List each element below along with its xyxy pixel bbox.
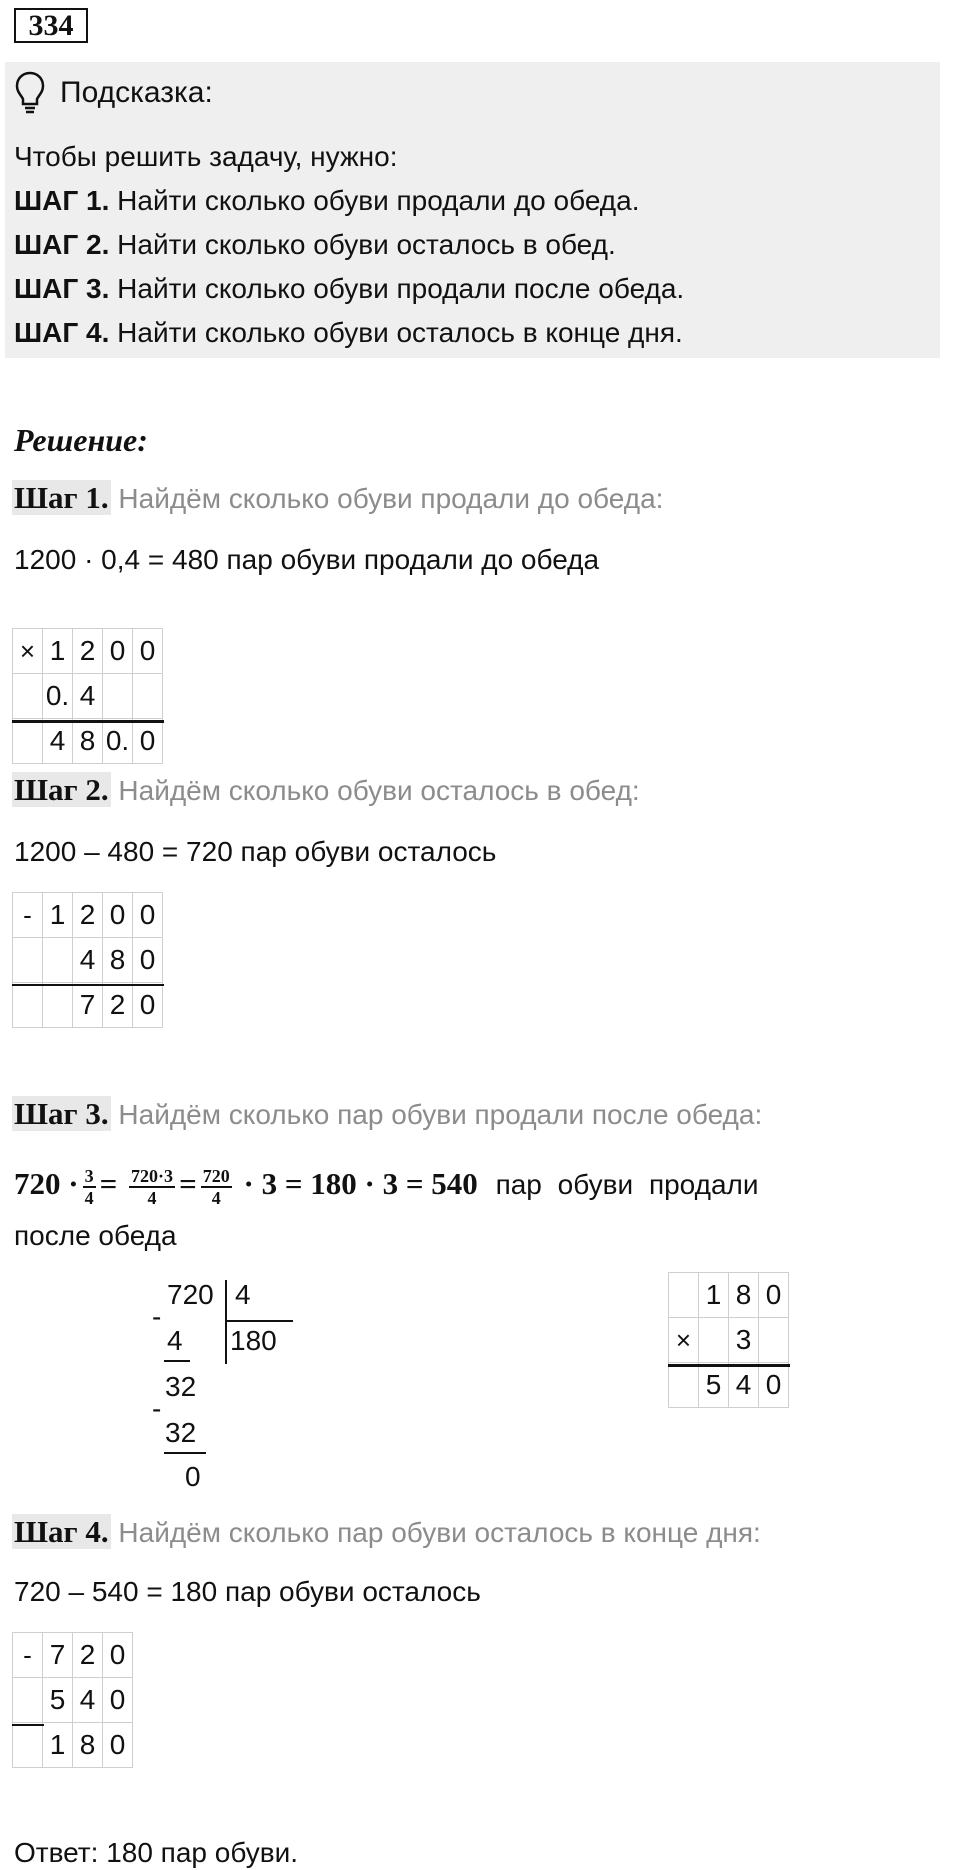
grid-cell: 3 (729, 1318, 759, 1363)
grid-cell: 1 (43, 893, 73, 938)
grid-cell: 4 (43, 719, 73, 764)
grid-cell: 0. (103, 719, 133, 764)
grid-cell: 2 (73, 629, 103, 674)
grid-cell: 0 (133, 629, 163, 674)
grid-cell: 4 (73, 1678, 103, 1723)
step-3-multiplication-grid (668, 1272, 789, 1408)
grid-cell (699, 1318, 729, 1363)
step-1-multiplication-grid (12, 628, 163, 764)
step-4-equation: 720 – 540 = 180 пар обуви осталось (14, 1576, 481, 1607)
divisor-rule (227, 1320, 293, 1322)
grid-cell: × (13, 629, 43, 674)
answer: Ответ: 180 пар обуви. (14, 1837, 299, 1868)
division-remainder-1: 32 (165, 1371, 197, 1402)
division-subtrahend-1: 4 (167, 1325, 183, 1356)
grid-cell: 0 (103, 1678, 133, 1723)
hint-step-4: ШАГ 4. Найти сколько обуви осталось в конце дня. (14, 317, 683, 348)
division-minus-1: - (152, 1301, 162, 1332)
grid-cell: 2 (73, 1633, 103, 1678)
grid-cell (103, 674, 133, 719)
hint-step-1: ШАГ 1. Найти сколько обуви продали до обеда. (14, 185, 640, 216)
step-3-long-division (150, 1270, 300, 1510)
grid-cell: 8 (73, 719, 103, 764)
division-dividend: 720 (167, 1279, 214, 1310)
grid-cell: 4 (73, 674, 103, 719)
grid-cell: 0 (103, 1633, 133, 1678)
grid-cell (13, 1723, 43, 1768)
hint-step-2: ШАГ 2. Найти сколько обуви осталось в обед. (14, 229, 616, 260)
grid-cell (13, 674, 43, 719)
grid-cell: - (13, 893, 43, 938)
grid-cell: 0 (103, 893, 133, 938)
step-4-subtraction-grid (12, 1632, 133, 1768)
grid-cell (13, 1678, 43, 1723)
grid-cell: 1 (699, 1273, 729, 1318)
grid-cell (13, 719, 43, 764)
subtraction-rule (12, 984, 164, 986)
grid-cell: 1 (43, 1723, 73, 1768)
multiplication-rule (12, 720, 164, 723)
grid-cell: 0 (103, 1723, 133, 1768)
grid-cell: 2 (103, 983, 133, 1028)
grid-cell: 0 (759, 1363, 789, 1408)
solution-title: Решение: (14, 422, 148, 458)
hint-title: Подсказка: (60, 76, 213, 109)
division-bar (225, 1280, 227, 1364)
grid-cell: 1 (43, 629, 73, 674)
grid-cell (759, 1318, 789, 1363)
step-2-subtraction-grid (12, 892, 163, 1028)
task-number-badge: 334 (14, 8, 88, 43)
grid-cell: 4 (73, 938, 103, 983)
step-2-heading: Шаг 2. Найдём сколько обуви осталось в обед: (14, 772, 640, 807)
step-3-equation-continued: после обеда (14, 1220, 177, 1251)
division-divisor: 4 (235, 1279, 251, 1310)
grid-cell (133, 674, 163, 719)
grid-cell: - (13, 1633, 43, 1678)
hint-intro: Чтобы решить задачу, нужно: (14, 141, 398, 172)
division-rule-1 (164, 1360, 190, 1362)
grid-cell: 2 (73, 893, 103, 938)
division-quotient: 180 (230, 1325, 277, 1356)
grid-cell (669, 1273, 699, 1318)
grid-cell (43, 938, 73, 983)
multiplication-rule (668, 1364, 790, 1367)
grid-cell: 8 (729, 1273, 759, 1318)
division-rule-2 (164, 1452, 206, 1454)
grid-cell: 5 (699, 1363, 729, 1408)
division-minus-2: - (152, 1393, 162, 1424)
division-subtrahend-2: 32 (165, 1417, 197, 1448)
grid-cell: 8 (103, 938, 133, 983)
grid-cell (43, 983, 73, 1028)
grid-cell: 0 (133, 938, 163, 983)
grid-cell: × (669, 1318, 699, 1363)
step-3-heading: Шаг 3. Найдём сколько пар обуви продали после обеда: (14, 1096, 763, 1131)
grid-cell (669, 1363, 699, 1408)
grid-cell: 0 (133, 719, 163, 764)
step-3-equation: 720 · $\frac{3}{4}$ = $\frac{720\cdot 3}{4}$ = $\frac{720}{4}$ · 3 = 180 · 3 = 540 пар обуви продали (14, 1165, 759, 1208)
hint-step-3: ШАГ 3. Найти сколько обуви продали после обеда. (14, 273, 685, 304)
step-2-equation: 1200 – 480 = 720 пар обуви осталось (14, 836, 497, 867)
grid-cell: 0. (43, 674, 73, 719)
grid-cell: 0 (759, 1273, 789, 1318)
lightbulb-icon (14, 70, 46, 114)
grid-cell: 7 (73, 983, 103, 1028)
grid-cell (13, 983, 43, 1028)
division-remainder-2: 0 (185, 1461, 201, 1492)
grid-cell: 0 (103, 629, 133, 674)
grid-cell: 8 (73, 1723, 103, 1768)
grid-cell (13, 938, 43, 983)
subtraction-rule (12, 1724, 44, 1726)
step-4-heading: Шаг 4. Найдём сколько пар обуви осталось в конце дня: (14, 1514, 761, 1549)
grid-cell: 0 (133, 893, 163, 938)
step-1-equation: 1200 · 0,4 = 480 пар обуви продали до обеда (14, 544, 600, 575)
grid-cell: 0 (133, 983, 163, 1028)
grid-cell: 5 (43, 1678, 73, 1723)
step-1-heading: Шаг 1. Найдём сколько обуви продали до обеда: (14, 480, 664, 515)
grid-cell: 4 (729, 1363, 759, 1408)
grid-cell: 7 (43, 1633, 73, 1678)
